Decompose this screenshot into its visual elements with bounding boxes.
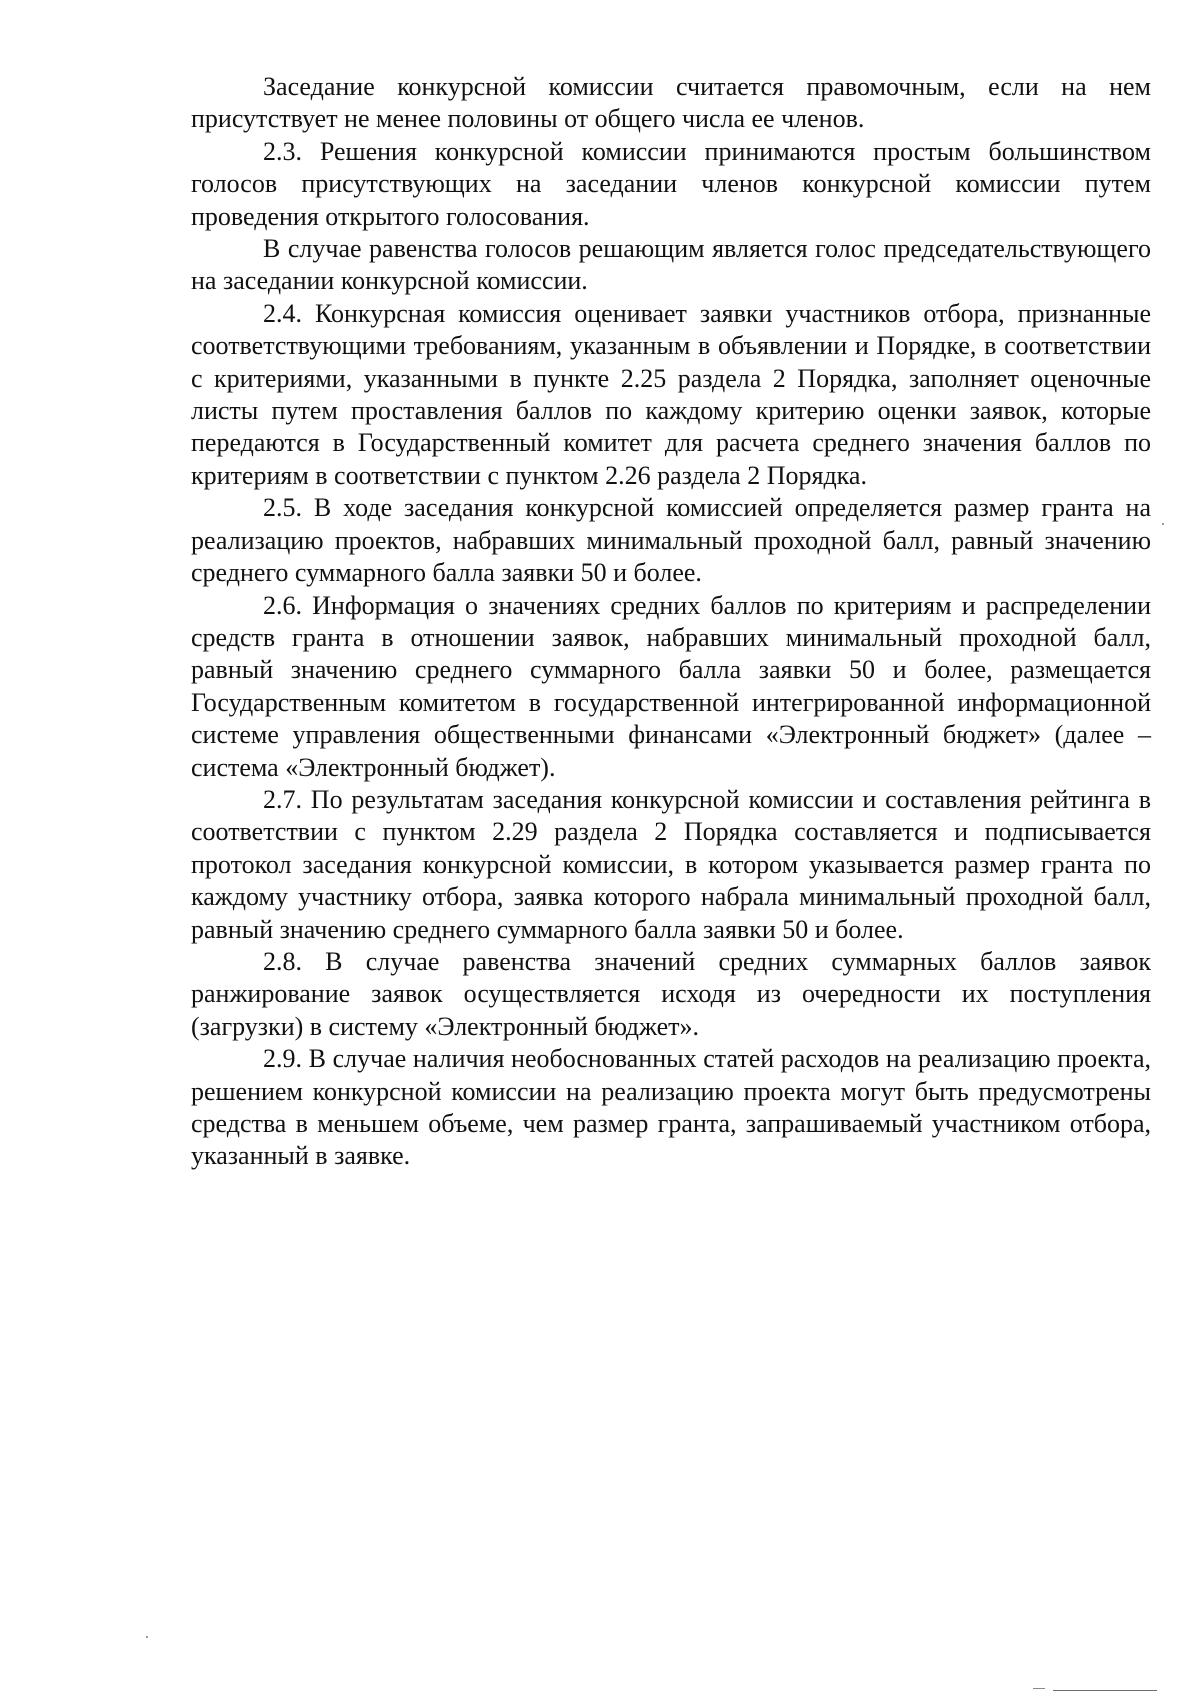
paragraph-2-3: 2.3. Решения конкурсной комиссии принимаются простым большинством голосов присутствующих на заседании членов конкурсной комиссии путем проведения открытого голосования. (191, 136, 1151, 231)
paragraph-2-9: 2.9. В случае наличия необоснованных статей расходов на реализацию проекта, решением конкурсной комиссии на реализацию проекта могут быть предусмотрены средства в меньшем объеме, чем размер гранта, запрашиваемый участником отбора, указанный в заявке. (191, 1044, 1151, 1171)
paragraph-2-4: 2.4. Конкурсная комиссия оценивает заявки участников отбора, признанные соответствующими требованиям, указанным в объявлении и Порядке, в соответствии с критериями, указанными в пункте 2.25 раздела 2 Порядка, заполняет оценочные листы путем проставления баллов по каждому критерию оценки заявок, которые передаются в Государственный комитет для расчета среднего значения баллов по критериям в соответствии с пунктом 2.26 раздела 2 Порядка. (191, 298, 1151, 490)
scan-speck (146, 1636, 148, 1638)
document-body (191, 71, 1151, 1173)
paragraph-tie-vote: В случае равенства голосов решающим является голос председательствующего на заседании конкурсной комиссии. (191, 234, 1151, 296)
paragraph-quorum: Заседание конкурсной комиссии считается правомочным, если на нем присутствует не менее половины от общего числа ее членов. (191, 72, 1151, 134)
paragraph-2-6: 2.6. Информация о значениях средних баллов по критериям и распределении средств гранта в отношении заявок, набравших минимальный проходной балл, равный значению среднего суммарного балла заявки 50 и более, размещается Государственным комитетом в государственной интегрированной информационной системе управления общественными финансами «Электронный бюджет» (далее – система «Электронный бюджет). (191, 590, 1151, 782)
paragraph-2-7: 2.7. По результатам заседания конкурсной комиссии и составления рейтинга в соответствии с пунктом 2.29 раздела 2 Порядка составляется и подписывается протокол заседания конкурсной комиссии, в котором указывается размер гранта по каждому участнику отбора, заявка которого набрала минимальный проходной балл, равный значению среднего суммарного балла заявки 50 и более. (191, 784, 1151, 944)
footer-line (1053, 1690, 1157, 1691)
footer-mark (1033, 1688, 1045, 1689)
paragraph-2-8: 2.8. В случае равенства значений средних суммарных баллов заявок ранжирование заявок осуществляется исходя из очередности их поступления (загрузки) в систему «Электронный бюджет». (191, 946, 1151, 1041)
paragraph-2-5: 2.5. В ходе заседания конкурсной комиссией определяется размер гранта на реализацию проектов, набравших минимальный проходной балл, равный значению среднего суммарного балла заявки 50 и более. (191, 493, 1151, 588)
scan-speck (1162, 523, 1164, 525)
